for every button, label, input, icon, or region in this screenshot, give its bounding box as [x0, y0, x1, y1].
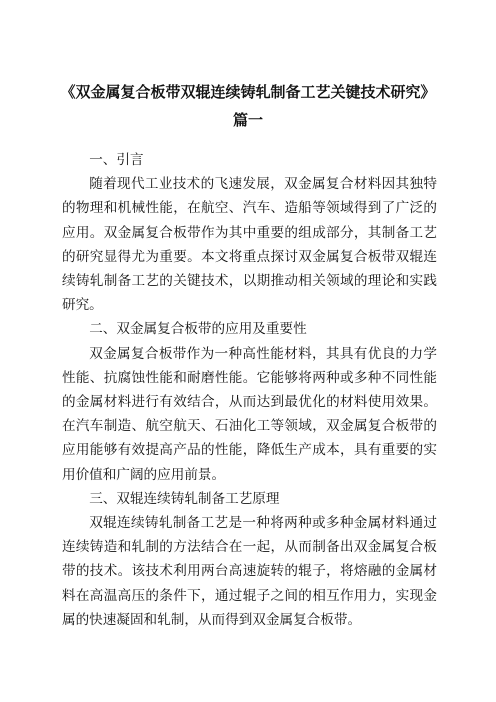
section-heading-applications: 二、双金属复合板带的应用及重要性: [89, 321, 307, 338]
document-title: 《双金属复合板带双辊连续铸轧制备工艺关键技术研究》: [60, 83, 436, 101]
section-heading-introduction: 一、引言: [89, 152, 144, 168]
paragraph-introduction: 随着现代工业技术的飞速发展，双金属复合材料因其独特的物理和机械性能，在航空、汽车、造船等领域得到了广泛的应用。双金属复合板带作为其中重要的组成部分，其制备工艺的研究显得尤为重要。本文将重点探讨双金属复合板带双辊连续铸轧制备工艺的关键技术，以期推动相关领域的理论和实践研究。: [62, 176, 437, 314]
paragraph-process-principle: 双辊连续铸轧制备工艺是一种将两种或多种金属材料通过连续铸造和轧制的方法结合在一起，从而制备出双金属复合板带的技术。该技术利用两台高速旋转的辊子，将熔融的金属材料在高温高压的条件下，通过辊子之间的相互作用力，实现金属的快速凝固和轧制，从而得到双金属复合板带。: [62, 515, 437, 628]
paragraph-applications: 双金属复合板带作为一种高性能材料，其具有优良的力学性能、抗腐蚀性能和耐磨性能。它能够将两种或多种不同性能的金属材料进行有效结合，从而达到最优化的材料使用效果。在汽车制造、航空航天、石油化工等领域，双金属复合板带的应用能够有效提高产品的性能，降低生产成本，具有重要的实用价值和广阔的应用前景。: [62, 345, 437, 483]
section-heading-process-principle: 三、双辊连续铸轧制备工艺原理: [89, 490, 280, 507]
document-subtitle: 篇一: [232, 111, 263, 129]
document-body: [62, 148, 437, 632]
